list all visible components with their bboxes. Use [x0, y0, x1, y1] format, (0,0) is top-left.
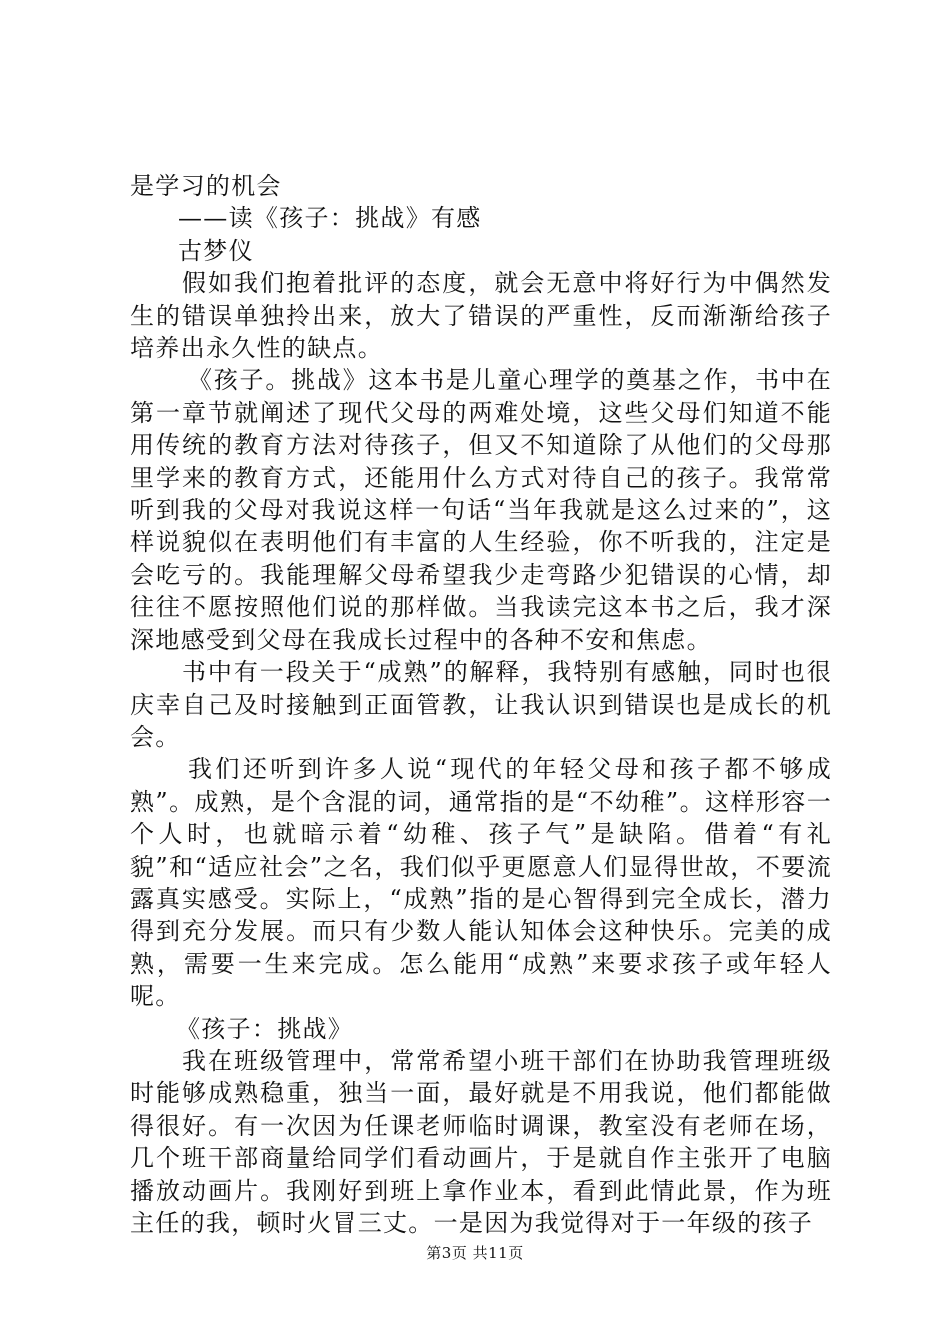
document-title: 是学习的机会 — [130, 172, 282, 200]
document-author: 古梦仪 — [178, 236, 254, 265]
page-number-footer: 第3页 共11页 — [426, 1244, 524, 1262]
paragraph: 假如我们抱着批评的态度，就会无意中将好行为中偶然发生的错误单独拎出来，放大了错误的严重性，反而渐渐给孩子培养出永久性的缺点。 — [130, 269, 832, 363]
document-subtitle: ——读《孩子：挑战》有感 — [178, 204, 482, 233]
book-title-line: 《孩子：挑战》 — [176, 1014, 354, 1043]
paragraph: 我们还听到许多人说“现代的年轻父母和孩子都不够成熟”。成熟，是个含混的词，通常指的是“不幼稚”。这样形容一个人时，也就暗示着“幼稚、孩子气”是缺陷。借着“有礼貌”和“适应社会”之名，我们似乎更愿意人们显得世故，不要流露真实感受。实际上，“成熟”指的是心智得到完全成长，潜力得到充分发展。而只有少数人能认知体会这种快乐。完美的成熟，需要一生来完成。怎么能用“成熟”来要求孩子或年轻人呢。 — [130, 755, 832, 1011]
paragraph: 我在班级管理中，常常希望小班干部们在协助我管理班级时能够成熟稳重，独当一面，最好就是不用我说，他们都能做得很好。有一次因为任课老师临时调课，教室没有老师在场，几个班干部商量给同学们看动画片，于是就自作主张开了电脑播放动画片。我刚好到班上拿作业本，看到此情此景，作为班主任的我，顿时火冒三丈。一是因为我觉得对于一年级的孩子 — [130, 1046, 832, 1237]
paragraph: 书中有一段关于“成熟”的解释，我特别有感触，同时也很庆幸自己及时接触到正面管教，让我认识到错误也是成长的机会。 — [130, 658, 832, 751]
document-body — [130, 170, 832, 1239]
paragraph: 《孩子。挑战》这本书是儿童心理学的奠基之作，书中在第一章节就阐述了现代父母的两难处境，这些父母们知道不能用传统的教育方法对待孩子，但又不知道除了从他们的父母那里学来的教育方式，还能用什么方式对待自己的孩子。我常常听到我的父母对我说这样一句话“当年我就是这么过来的”，这样说貌似在表明他们有丰富的人生经验，你不听我的，注定是会吃亏的。我能理解父母希望我少走弯路少犯错误的心情，却往往不愿按照他们说的那样做。当我读完这本书之后，我才深深地感受到父母在我成长过程中的各种不安和焦虑。 — [130, 366, 832, 654]
